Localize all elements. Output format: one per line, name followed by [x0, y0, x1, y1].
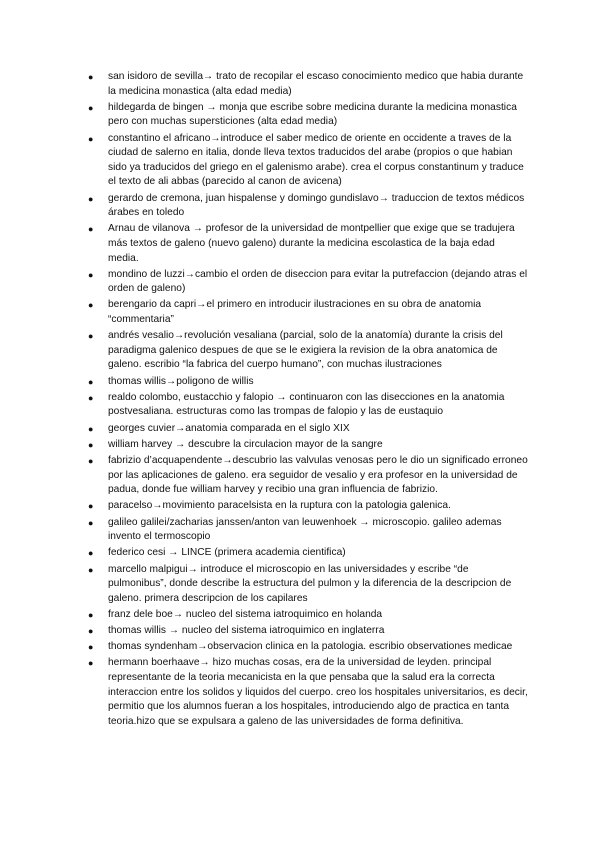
list-item-text: paracelso→movimiento paracelsista en la ruptura con la patologia galenica. — [108, 500, 451, 512]
list-item — [88, 192, 528, 221]
bullet-icon: ● — [88, 455, 94, 466]
bullet-icon: ● — [88, 548, 94, 559]
list-item — [88, 546, 528, 561]
bullet-icon: ● — [88, 300, 94, 311]
list-item-text: federico cesi → LINCE (primera academia cientifica) — [108, 547, 346, 559]
list-item-text: Arnau de vilanova → profesor de la universidad de montpellier que exige que se tradujera más textos de galeno (nuevo galeno) durante la medicina escolastica de la baja edad media. — [108, 223, 515, 264]
bullet-icon: ● — [88, 102, 94, 113]
list-item — [88, 70, 528, 99]
list-item — [88, 608, 528, 623]
list-item — [88, 132, 528, 190]
bullet-icon: ● — [88, 517, 94, 528]
list-item-text: constantino el africano→introduce el saber medico de oriente en occidente a traves de la ciudad de salerno en italia, donde lleva textos traducidos del arabe (propios o que habian sido ya traducidos del griego en el galenismo arabe). crea el corpus constantinum y traduce el texto de ali abbas (parecido al canon de avicena) — [108, 132, 524, 188]
bullet-icon: ● — [88, 658, 94, 669]
list-item — [88, 222, 528, 266]
list-item — [88, 454, 528, 498]
list-item — [88, 375, 528, 390]
notes-list — [88, 70, 528, 731]
bullet-icon: ● — [88, 269, 94, 280]
list-item — [88, 391, 528, 420]
list-item-text: thomas willis→poligono de willis — [108, 375, 254, 387]
bullet-icon: ● — [88, 626, 94, 637]
list-item-text: galileo galilei/zacharias janssen/anton van leuwenhoek → microscopio. galileo ademas invento el termoscopio — [108, 516, 502, 543]
list-item — [88, 422, 528, 437]
list-item — [88, 101, 528, 130]
bullet-icon: ● — [88, 133, 94, 144]
bullet-icon: ● — [88, 392, 94, 403]
list-item-text: fabrizio d’acquapendente→descubrio las valvulas venosas pero le dio un significado erroneo por las aplicaciones de galeno. era seguidor de vesalio y era profesor en la universidad de padua, donde fue william harvey y recibio una gran influencia de fabrizio. — [108, 454, 528, 496]
list-item-text: san isidoro de sevilla→ trato de recopilar el escaso conocimiento medico que habia durante la medicina monastica (alta edad media) — [108, 71, 524, 97]
bullet-icon: ● — [88, 501, 94, 512]
list-item-text: berengario da capri→el primero en introducir ilustraciones en su obra de anatomia “commentaria” — [108, 299, 482, 326]
list-item-text: thomas willis → nucleo del sistema iatroquimico en inglaterra — [108, 625, 385, 637]
bullet-icon: ● — [88, 224, 94, 235]
list-item — [88, 624, 528, 639]
list-item-text: hildegarda de bingen → monja que escribe sobre medicina durante la medicina monastica pero con muchas supersticiones (alta edad media) — [108, 101, 517, 128]
list-item-text: franz dele boe→ nucleo del sistema iatroquimico en holanda — [108, 608, 383, 620]
bullet-icon: ● — [88, 376, 94, 387]
bullet-icon: ● — [88, 72, 94, 82]
bullet-icon: ● — [88, 439, 94, 450]
list-item-text: mondino de luzzi→cambio el orden de diseccion para evitar la putrefaccion (dejando atras el orden de galeno) — [108, 268, 528, 295]
list-item — [88, 516, 528, 545]
list-item-text: georges cuvier→anatomia comparada en el siglo XIX — [108, 422, 350, 434]
list-item — [88, 438, 528, 453]
list-item — [88, 499, 528, 514]
list-item-text: andrés vesalio→revolución vesaliana (parcial, solo de la anatomía) durante la crisis del paradigma galenico despues de que se le exigiera la revision de la obra anatomica de galeno. escribio “la fabrica del cuerpo humano”, con muchas ilustraciones — [108, 330, 503, 371]
bullet-icon: ● — [88, 193, 94, 204]
list-item-text: gerardo de cremona, juan hispalense y domingo gundislavo→ traduccion de textos médicos árabes en toledo — [108, 192, 525, 219]
list-item — [88, 329, 528, 373]
bullet-icon: ● — [88, 423, 94, 434]
list-item — [88, 640, 528, 655]
bullet-icon: ● — [88, 642, 94, 653]
list-item-text: thomas syndenham→observacion clinica en la patologia. escribio observationes medicae — [108, 641, 513, 653]
bullet-icon: ● — [88, 564, 94, 575]
list-item-text: william harvey → descubre la circulacion mayor de la sangre — [108, 438, 383, 450]
list-item — [88, 656, 528, 729]
list-item — [88, 298, 528, 327]
list-item — [88, 563, 528, 607]
list-item-text: realdo colombo, eustacchio y falopio → continuaron con las disecciones en la anatomia postvesaliana. estructuras como las trompas de falopio y las de eustaquio — [108, 391, 505, 418]
list-item-text: marcello malpigui→ introduce el microscopio en las universidades y escribe “de pulmonibus”, donde describe la estructura del pulmon y la diferencia de la descripcion de galeno. primera descripcion de los capilares — [108, 563, 512, 604]
list-item — [88, 268, 528, 297]
bullet-icon: ● — [88, 609, 94, 620]
bullet-icon: ● — [88, 331, 94, 342]
list-item-text: hermann boerhaave→ hizo muchas cosas, era de la universidad de leyden. principal representante de la teoria mecanicista en la que pensaba que la salud era la correcta interaccion entre los solidos y liquidos del cuerpo. creo los hospitales universitarios, es decir, permitio que los alumnos fueran a los hospitales, introduciendo algo de practica en tanta teoria.hizo que se expulsara a galeno de las universidades de forma definitiva. — [108, 657, 528, 727]
